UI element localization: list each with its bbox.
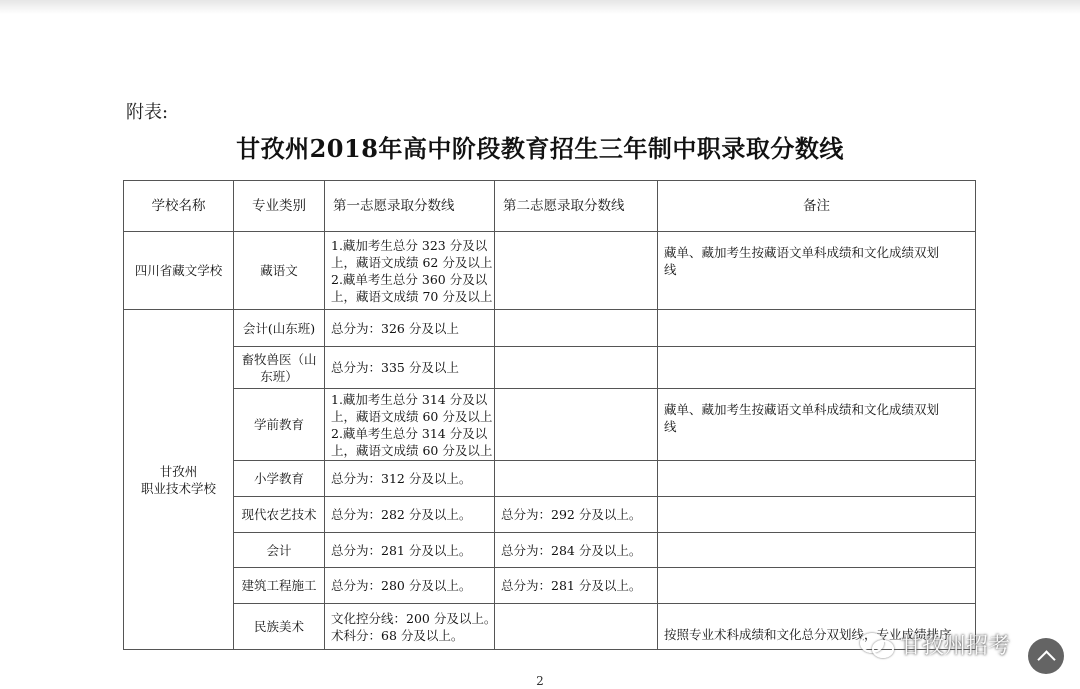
remarks-cell [658, 232, 976, 310]
cell-line: 文化控分线：200 分及以上。 [331, 610, 497, 626]
first-choice-cell: 总分为：312 分及以上。 [325, 461, 495, 497]
cell-line: 职业技术学校 [140, 480, 216, 496]
first-choice-cell [325, 389, 495, 461]
table-header-row [124, 181, 976, 232]
table-row [124, 389, 976, 461]
table-row [124, 533, 976, 568]
second-choice-cell: 总分为：281 分及以上。 [495, 568, 658, 604]
watermark [860, 624, 1010, 664]
header-major-category: 专业类别 [234, 181, 325, 232]
table-row [124, 568, 976, 604]
header-school-name: 学校名称 [124, 181, 234, 232]
first-choice-cell: 总分为：326 分及以上 [325, 310, 495, 347]
remarks-cell [658, 497, 976, 533]
cell-line: 藏单、藏加考生按藏语文单科成绩和文化成绩双划 [664, 402, 940, 417]
second-choice-cell [495, 389, 658, 461]
chevron-up-icon [1037, 650, 1055, 668]
second-choice-cell [495, 461, 658, 497]
remarks-cell [658, 310, 976, 347]
cell-line: 1.藏加考生总分 314 分及以 [331, 391, 488, 407]
cell-line: 上，藏语文成绩 60 分及以上 [331, 442, 493, 458]
table-row [124, 604, 976, 650]
cell-line: 上，藏语文成绩 62 分及以上 [331, 254, 493, 270]
cell-line: 畜牧兽医（山 [241, 351, 317, 367]
remarks-cell [658, 568, 976, 604]
second-choice-cell [495, 347, 658, 389]
major-cell [234, 347, 325, 389]
major-cell: 会计(山东班) [234, 310, 325, 347]
major-cell: 藏语文 [234, 232, 325, 310]
wechat-icon [860, 631, 894, 657]
remarks-cell [658, 533, 976, 568]
table-row [124, 461, 976, 497]
header-remarks: 备注 [658, 181, 976, 232]
major-cell: 建筑工程施工 [234, 568, 325, 604]
document-title: 甘孜州2018年高中阶段教育招生三年制中职录取分数线 [236, 134, 844, 163]
major-cell: 会计 [234, 533, 325, 568]
second-choice-cell [495, 604, 658, 650]
second-choice-cell [495, 232, 658, 310]
table-row [124, 497, 976, 533]
remarks-cell [658, 347, 976, 389]
second-choice-cell: 总分为：284 分及以上。 [495, 533, 658, 568]
remarks-cell [658, 461, 976, 497]
cell-line: 按照专业术科成绩和文化总分双划线，专业成绩排序 [664, 627, 952, 642]
major-cell: 现代农艺技术 [234, 497, 325, 533]
second-choice-cell: 总分为：292 分及以上。 [495, 497, 658, 533]
cell-line: 上，藏语文成绩 70 分及以上 [331, 288, 493, 304]
table-row [124, 310, 976, 347]
first-choice-cell: 总分为：280 分及以上。 [325, 568, 495, 604]
first-choice-cell [325, 604, 495, 650]
school-name-cell: 四川省藏文学校 [124, 232, 234, 310]
cell-line: 2.藏单考生总分 360 分及以 [331, 271, 488, 287]
cell-line: 线 [664, 419, 677, 434]
major-cell: 小学教育 [234, 461, 325, 497]
cell-line: 东班） [260, 368, 298, 384]
admission-score-table [123, 180, 976, 650]
second-choice-cell [495, 310, 658, 347]
first-choice-cell: 总分为：281 分及以上。 [325, 533, 495, 568]
first-choice-cell [325, 232, 495, 310]
cell-line: 1.藏加考生总分 323 分及以 [331, 237, 488, 253]
school-name-cell [124, 310, 234, 650]
cell-line: 术科分：68 分及以上。 [331, 627, 464, 643]
cell-line: 线 [664, 262, 677, 277]
header-first-choice: 第一志愿录取分数线 [325, 181, 495, 232]
cell-line: 上，藏语文成绩 60 分及以上 [331, 408, 493, 424]
major-cell: 民族美术 [234, 604, 325, 650]
page-number: 2 [536, 674, 544, 688]
table-row [124, 347, 976, 389]
appendix-label: 附表: [126, 102, 169, 123]
cell-line: 2.藏单考生总分 314 分及以 [331, 425, 488, 441]
remarks-cell [658, 389, 976, 461]
cell-line: 甘孜州 [159, 463, 198, 479]
top-shade [0, 0, 1080, 14]
first-choice-cell: 总分为：335 分及以上 [325, 347, 495, 389]
header-second-choice: 第二志愿录取分数线 [495, 181, 658, 232]
cell-line: 藏单、藏加考生按藏语文单科成绩和文化成绩双划 [664, 245, 940, 260]
scroll-to-top-button[interactable] [1028, 638, 1064, 674]
watermark-text: 甘孜州招考 [900, 633, 1011, 659]
first-choice-cell: 总分为：282 分及以上。 [325, 497, 495, 533]
major-cell: 学前教育 [234, 389, 325, 461]
table-row [124, 232, 976, 310]
